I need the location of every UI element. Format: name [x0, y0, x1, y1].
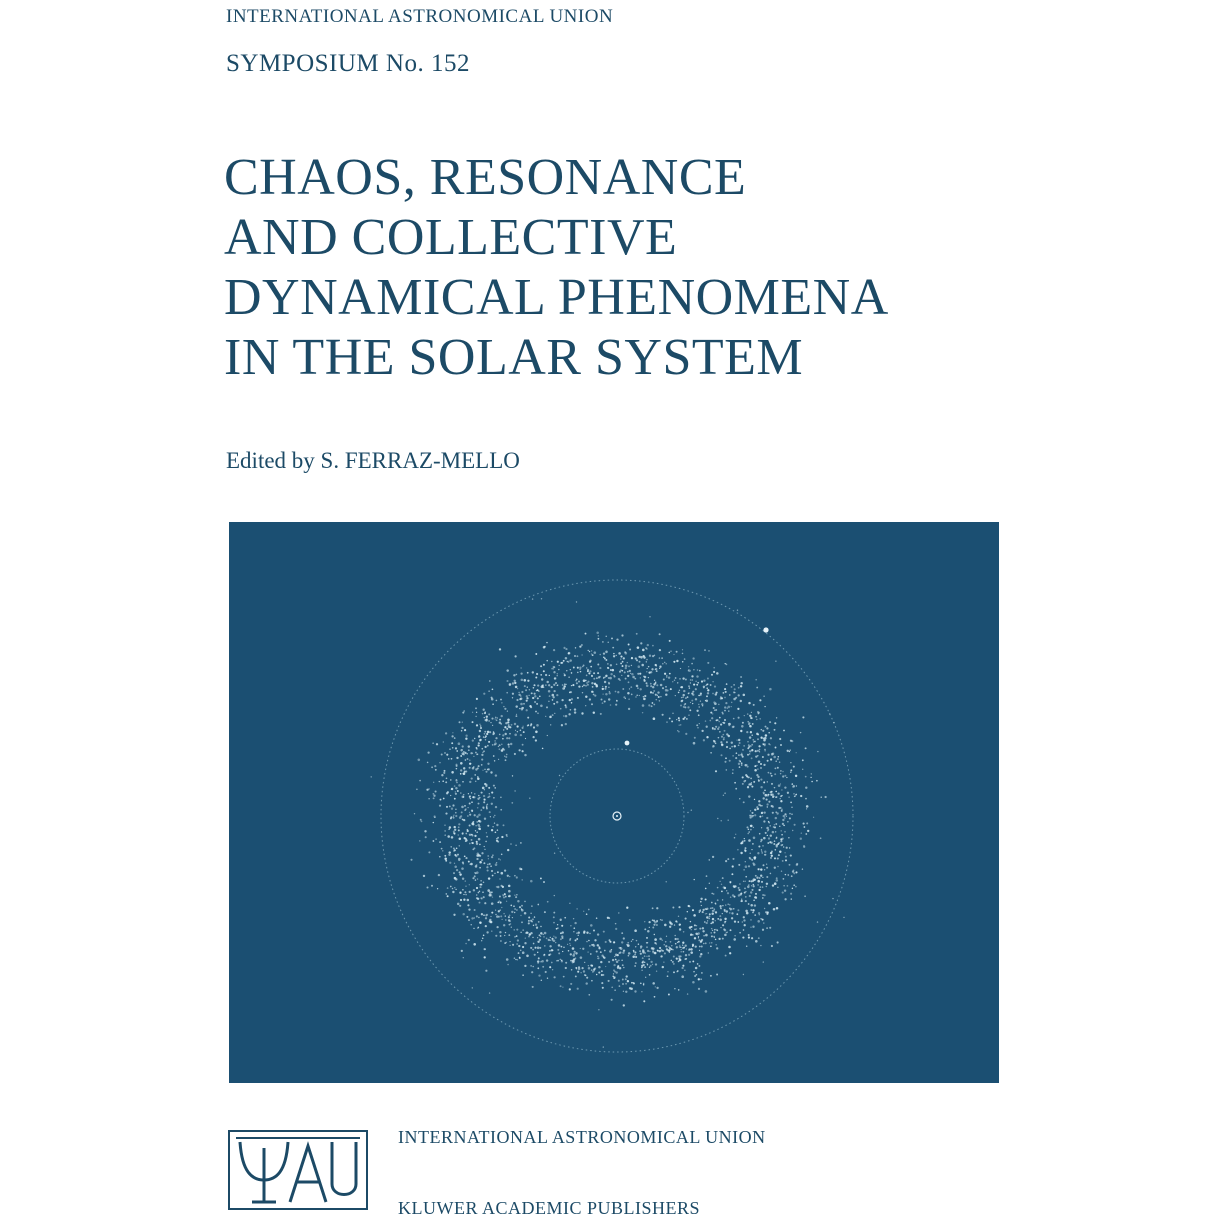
editor-credit: Edited by S. FERRAZ-MELLO [226, 448, 520, 473]
footer-publisher-name: KLUWER ACADEMIC PUBLISHERS [398, 1198, 701, 1218]
title-line-1: CHAOS, RESONANCE [224, 149, 747, 206]
title-line-2: AND COLLECTIVE [224, 209, 678, 266]
series-name: INTERNATIONAL ASTRONOMICAL UNION [226, 6, 614, 27]
iau-logo-icon [228, 1130, 368, 1210]
footer-union-name: INTERNATIONAL ASTRONOMICAL UNION [398, 1127, 766, 1147]
cover-illustration [229, 522, 999, 1083]
symposium-number: SYMPOSIUM No. 152 [226, 50, 470, 77]
title-line-4: IN THE SOLAR SYSTEM [224, 329, 804, 386]
book-title [224, 148, 889, 388]
title-line-3: DYNAMICAL PHENOMENA [224, 269, 889, 326]
asteroid-belt-orbit-plot-icon [229, 522, 999, 1083]
